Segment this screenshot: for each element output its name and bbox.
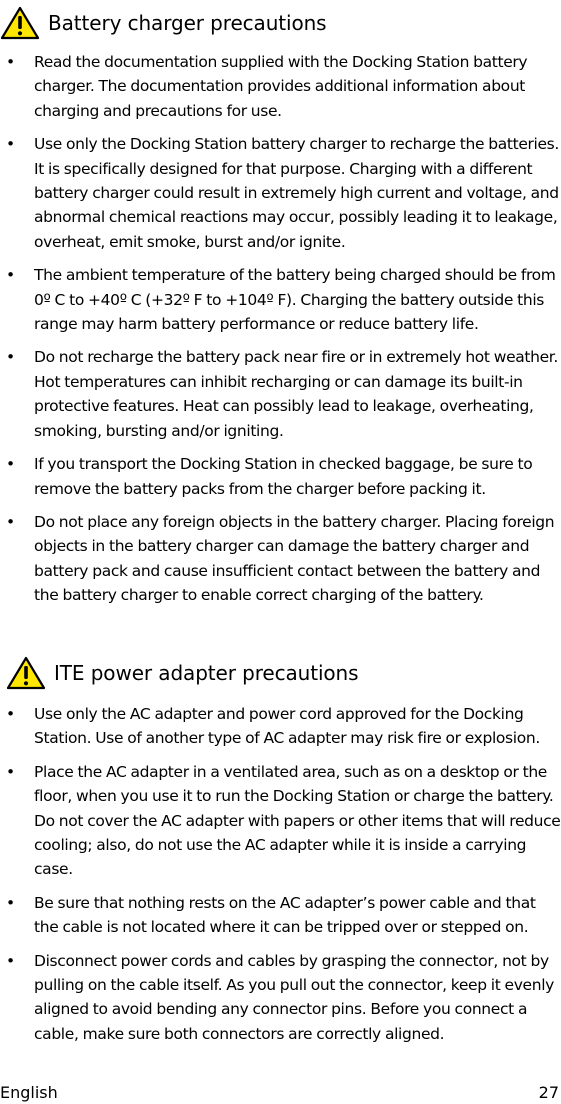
list-item [0, 702, 561, 751]
section-header-adapter [0, 656, 358, 690]
bullet: • [6, 266, 16, 285]
list-item-text: Use only the Docking Station battery charger to recharge the batteries. It is specifically designed for that purpose. Charging with a different battery charger could result in extremely high current and voltage, and abnormal chemical reactions may occur, possibly leading it to leakage, overheat, emit smoke, burst and/or ignite. [34, 135, 559, 251]
bullet: • [6, 762, 16, 781]
list-item [0, 510, 561, 608]
page-number: 27 [538, 1083, 559, 1102]
list-item [0, 891, 561, 940]
section-title: Battery charger precautions [48, 11, 327, 35]
list-item-text: Read the documentation supplied with the Docking Station battery charger. The documentation provides additional information about charging and precautions for use. [34, 53, 528, 120]
list-item-text: Be sure that nothing rests on the AC adapter’s power cable and that the cable is not located where it can be tripped over or stepped on. [34, 893, 536, 937]
bullet: • [6, 951, 16, 970]
list-item [0, 760, 561, 882]
list-item-text: The ambient temperature of the battery being charged should be from 0º C to +40º C (+32º F to +104º F). Charging the battery outside this range may harm battery performance or reduce battery life. [34, 266, 556, 334]
footer-language: English [0, 1083, 58, 1102]
list-item [0, 949, 561, 1047]
bullet: • [6, 512, 16, 531]
section-header-battery [0, 6, 327, 40]
list-item-text: Disconnect power cords and cables by grasping the connector, not by pulling on the cable itself. As you pull out the connector, keep it evenly aligned to avoid bending any connector pins. Before you connect a cable, make sure both connectors are correctly aligned. [34, 951, 554, 1043]
list-item [0, 50, 561, 123]
bullet: • [6, 53, 16, 71]
precaution-list-battery [0, 50, 561, 608]
section-title: ITE power adapter precautions [54, 661, 359, 685]
list-item-text: Do not place any foreign objects in the battery charger. Placing foreign objects in the battery charger can damage the battery charger and battery pack and cause insufficient contact between the battery and the battery charger to enable correct charging of the battery. [34, 512, 555, 605]
list-item [0, 452, 561, 501]
bullet: • [6, 348, 16, 367]
bullet: • [6, 135, 16, 154]
list-item-text: Place the AC adapter in a ventilated area, such as on a desktop or the floor, when you use it to run the Docking Station or charge the battery. Do not cover the AC adapter with papers or other items that will reduce cooling; also, do not use the AC adapter while it is inside a carrying case. [34, 762, 561, 879]
list-item-text: If you transport the Docking Station in checked baggage, be sure to remove the battery packs from the charger before packing it. [34, 455, 533, 498]
bullet: • [6, 455, 16, 474]
list-item [0, 263, 561, 336]
bullet: • [6, 705, 16, 723]
list-item [0, 345, 561, 443]
bullet: • [6, 893, 16, 912]
list-item-text: Do not recharge the battery pack near fire or in extremely hot weather. Hot temperatures can inhibit recharging or can damage its built-in protective features. Heat can possibly lead to leakage, overheating, smoking, bursting and/or igniting. [34, 348, 558, 440]
list-item-text: Use only the AC adapter and power cord approved for the Docking Station. Use of another type of AC adapter may risk fire or explosion. [34, 705, 540, 748]
warning-icon [0, 6, 40, 40]
list-item [0, 132, 561, 254]
precaution-list-adapter [0, 702, 561, 1046]
warning-icon [6, 656, 46, 690]
